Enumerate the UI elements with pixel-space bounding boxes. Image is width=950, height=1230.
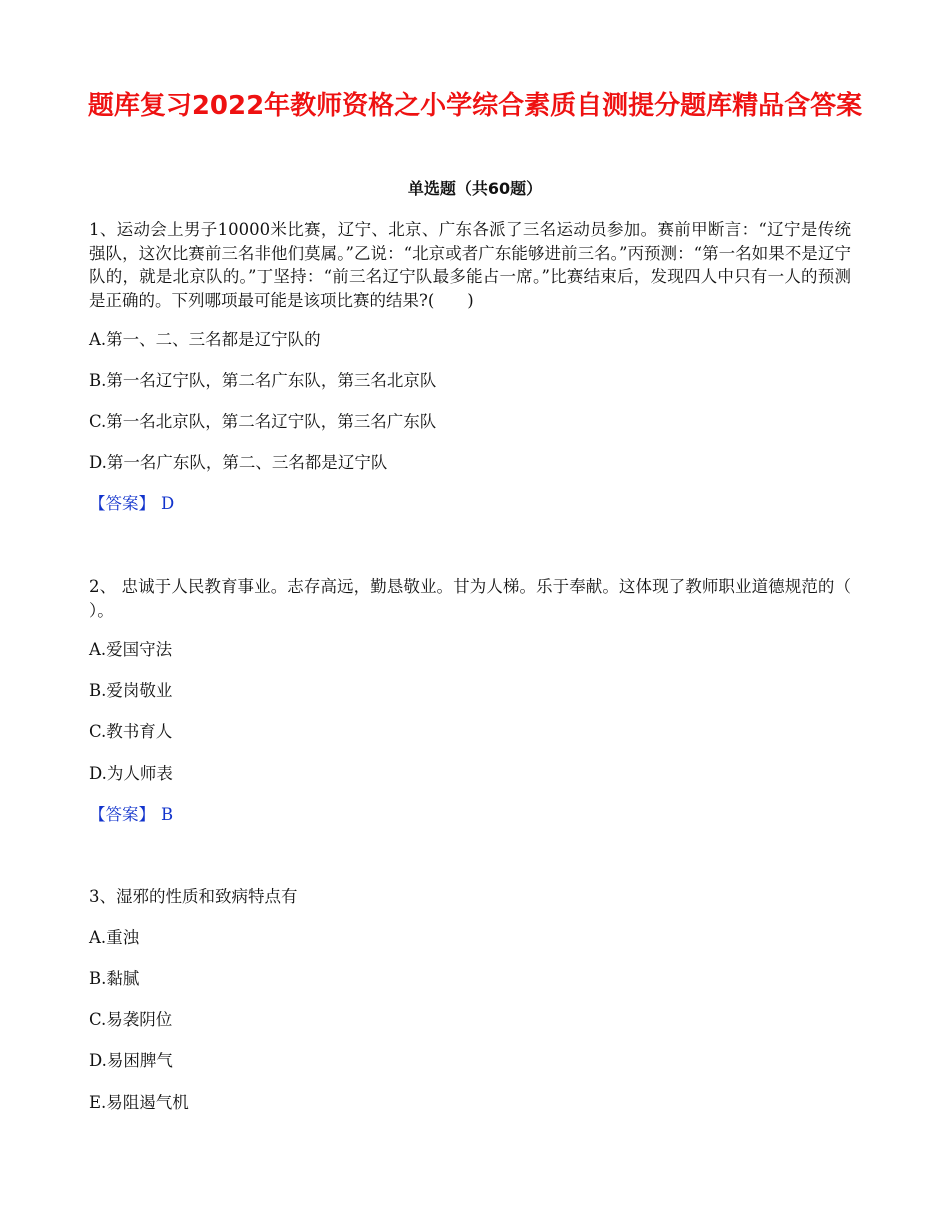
question-2-option-a: A.爱国守法 bbox=[89, 640, 173, 659]
question-2-option-d: D.为人师表 bbox=[89, 764, 173, 783]
question-1-option-d: D.第一名广东队，第二、三名都是辽宁队 bbox=[89, 453, 388, 472]
question-2-option-c: C.教书育人 bbox=[89, 722, 173, 741]
question-3-option-b: B.黏腻 bbox=[89, 969, 140, 988]
question-3-option-c: C.易袭阴位 bbox=[89, 1010, 173, 1029]
question-3-option-a: A.重浊 bbox=[89, 928, 140, 947]
question-2-answer bbox=[89, 804, 173, 826]
question-2-option-b: B.爱岗敬业 bbox=[89, 681, 173, 700]
question-2-stem: 2、 忠诚于人民教育事业。志存高远，勤恳敬业。甘为人梯。乐于奉献。这体现了教师职业道德规范的（ ）。 bbox=[89, 577, 851, 620]
answer-value: D bbox=[161, 494, 175, 513]
question-1-option-a: A.第一、二、三名都是辽宁队的 bbox=[89, 330, 321, 349]
answer-value: B bbox=[161, 805, 174, 824]
question-1-option-b: B.第一名辽宁队，第二名广东队，第三名北京队 bbox=[89, 371, 437, 390]
answer-tag: 【答案】 bbox=[89, 494, 155, 513]
question-3-option-e: E.易阻遏气机 bbox=[89, 1093, 189, 1112]
section-heading: 单选题（共60题） bbox=[407, 179, 543, 198]
question-1-stem: 1、运动会上男子10000米比赛，辽宁、北京、广东各派了三名运动员参加。赛前甲断言：“辽宁是传统强队，这次比赛前三名非他们莫属。”乙说：“北京或者广东能够进前三名。”丙预测：“第一名如果不是辽宁队的，就是北京队的。”丁坚持：“前三名辽宁队最多能占一席。”比赛结束后，发现四人中只有一人的预测是正确的。下列哪项最可能是该项比赛的结果?( ) bbox=[89, 220, 851, 310]
question-3-stem: 3、湿邪的性质和致病特点有 bbox=[89, 887, 298, 906]
question-1-option-c: C.第一名北京队，第二名辽宁队，第三名广东队 bbox=[89, 412, 437, 431]
question-3-option-d: D.易困脾气 bbox=[89, 1051, 173, 1070]
document-title: 题库复习2022年教师资格之小学综合素质自测提分题库精品含答案 bbox=[87, 91, 863, 121]
answer-tag: 【答案】 bbox=[89, 805, 155, 824]
question-1-answer bbox=[89, 493, 174, 515]
